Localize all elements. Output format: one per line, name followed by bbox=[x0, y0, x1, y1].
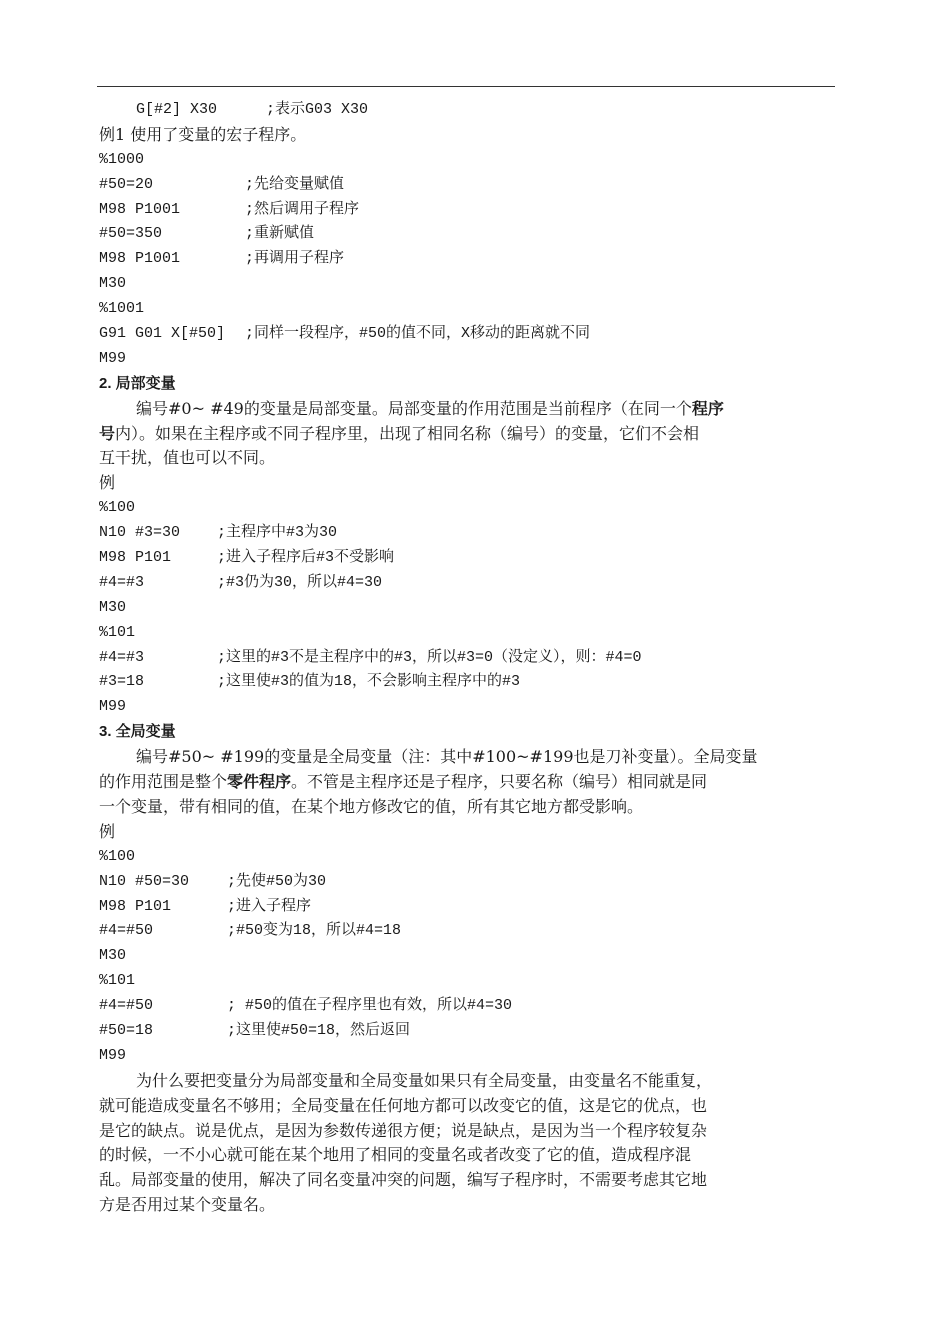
code-text: M98 P101 bbox=[99, 549, 172, 567]
paragraph-line: 是它的缺点。说是优点，是因为参数传递很方便；说是缺点，是因为当一个程序较复杂 bbox=[99, 1120, 708, 1140]
paragraph-line: 互干扰，值也可以不同。 bbox=[99, 448, 276, 468]
code-line bbox=[99, 646, 835, 671]
code-line bbox=[99, 895, 835, 920]
example-label: 例 bbox=[99, 473, 116, 493]
code-line bbox=[99, 1019, 835, 1044]
code-comment: ;进入子程序 bbox=[227, 897, 312, 915]
code-comment: ;#50变为18，所以#4=18 bbox=[227, 922, 402, 940]
code-text: G91 G01 X[#50] bbox=[99, 325, 226, 343]
code-text: #3=18 bbox=[99, 673, 145, 691]
code-text: #4=#50 bbox=[99, 922, 154, 940]
header-rule bbox=[97, 86, 835, 87]
code-comment: ;先给变量赋值 bbox=[245, 175, 345, 193]
paragraph-line bbox=[99, 422, 835, 447]
code-line bbox=[99, 322, 835, 347]
code-comment: ;然后调用子程序 bbox=[245, 200, 360, 218]
code-comment: ;进入子程序后#3不受影响 bbox=[217, 549, 395, 567]
bold-term: 号 bbox=[99, 423, 116, 443]
code-line bbox=[99, 98, 835, 123]
code-line bbox=[99, 521, 835, 546]
code-line bbox=[99, 173, 835, 198]
code-comment: ;同样一段程序，#50的值不同，X移动的距离就不同 bbox=[245, 325, 591, 343]
code-line: %1001 bbox=[99, 300, 145, 318]
paragraph-text: 。不管是主程序还是子程序，只要名称（编号）相同就是同 bbox=[291, 772, 708, 792]
paragraph-line bbox=[99, 770, 835, 795]
code-comment: ;再调用子程序 bbox=[245, 250, 345, 268]
code-line bbox=[99, 870, 835, 895]
code-line bbox=[99, 919, 835, 944]
document-body bbox=[99, 98, 835, 1218]
paragraph-line: 的时候，一不小心就可能在某个地用了相同的变量名或者改变了它的值，造成程序混 bbox=[99, 1145, 692, 1165]
code-line bbox=[99, 198, 835, 223]
code-line: M30 bbox=[99, 947, 127, 965]
code-text: #50=350 bbox=[99, 225, 163, 243]
code-line: M30 bbox=[99, 275, 127, 293]
code-line: M30 bbox=[99, 598, 127, 616]
example-label: 例 bbox=[99, 821, 116, 841]
code-comment: ;重新赋值 bbox=[245, 225, 315, 243]
code-comment: ;这里使#3的值为18，不会影响主程序中的#3 bbox=[217, 673, 521, 691]
code-text: M98 P1001 bbox=[99, 200, 181, 218]
paragraph-text: 的作用范围是整个 bbox=[99, 772, 228, 792]
paragraph-line: 就可能造成变量名不够用；全局变量在任何地方都可以改变它的值，这是它的优点，也 bbox=[99, 1095, 708, 1115]
code-text: #50=18 bbox=[99, 1021, 154, 1039]
bold-term: 程序 bbox=[691, 398, 724, 418]
code-comment: ;这里的#3不是主程序中的#3，所以#3=0（没定义），则：#4=0 bbox=[217, 648, 642, 666]
code-comment: ;主程序中#3为30 bbox=[217, 524, 338, 542]
code-line: M99 bbox=[99, 698, 127, 716]
code-comment: ;表示G03 X30 bbox=[266, 101, 369, 118]
code-comment: ;先使#50为30 bbox=[227, 872, 327, 890]
example-label: 例1 使用了变量的宏子程序。 bbox=[99, 124, 307, 144]
code-text: M98 P1001 bbox=[99, 250, 181, 268]
bold-term: 零件程序 bbox=[227, 772, 292, 792]
code-text: #4=#50 bbox=[99, 997, 154, 1015]
code-line: M99 bbox=[99, 1046, 127, 1064]
code-line: %101 bbox=[99, 972, 136, 990]
code-line: %100 bbox=[99, 847, 136, 865]
code-text: #4=#3 bbox=[99, 648, 145, 666]
code-line bbox=[99, 222, 835, 247]
code-text: M98 P101 bbox=[99, 897, 172, 915]
code-line bbox=[99, 994, 835, 1019]
paragraph-line: 方是否用过某个变量名。 bbox=[99, 1195, 276, 1215]
paragraph-line: 为什么要把变量分为局部变量和全局变量如果只有全局变量，由变量名不能重复， bbox=[136, 1070, 713, 1090]
code-text: N10 #3=30 bbox=[99, 524, 181, 542]
section-heading: 3. 全局变量 bbox=[99, 723, 176, 741]
code-line: M99 bbox=[99, 349, 127, 367]
paragraph-text: 内）。如果在主程序或不同子程序里，出现了相同名称（编号）的变量，它们不会相 bbox=[115, 423, 700, 443]
paragraph-text: 编号#0~ #49的变量是局部变量。局部变量的作用范围是当前程序（在同一个 bbox=[136, 398, 692, 418]
section-heading: 2. 局部变量 bbox=[99, 374, 176, 392]
paragraph-line: 一个变量，带有相同的值，在某个地方修改它的值，所有其它地方都受影响。 bbox=[99, 796, 644, 816]
paragraph-line bbox=[99, 397, 835, 422]
code-line bbox=[99, 546, 835, 571]
code-comment: ;这里使#50=18，然后返回 bbox=[227, 1021, 411, 1039]
code-text: #4=#3 bbox=[99, 573, 145, 591]
code-text: #50=20 bbox=[99, 175, 154, 193]
code-line bbox=[99, 670, 835, 695]
code-text: N10 #50=30 bbox=[99, 872, 190, 890]
code-comment: ;#3仍为30，所以#4=30 bbox=[217, 573, 383, 591]
code-line: %1000 bbox=[99, 150, 145, 168]
code-line bbox=[99, 571, 835, 596]
code-line: %100 bbox=[99, 499, 136, 517]
paragraph-line: 乱。局部变量的使用，解决了同名变量冲突的问题，编写子程序时，不需要考虑其它地 bbox=[99, 1170, 708, 1190]
code-line bbox=[99, 247, 835, 272]
code-text: G[#2] X30 bbox=[136, 101, 218, 118]
paragraph-line: 编号#50~ #199的变量是全局变量（注：其中#100~#199也是刀补变量）。全局变量 bbox=[136, 747, 758, 767]
code-comment: ; #50的值在子程序里也有效，所以#4=30 bbox=[227, 997, 513, 1015]
code-line: %101 bbox=[99, 623, 136, 641]
